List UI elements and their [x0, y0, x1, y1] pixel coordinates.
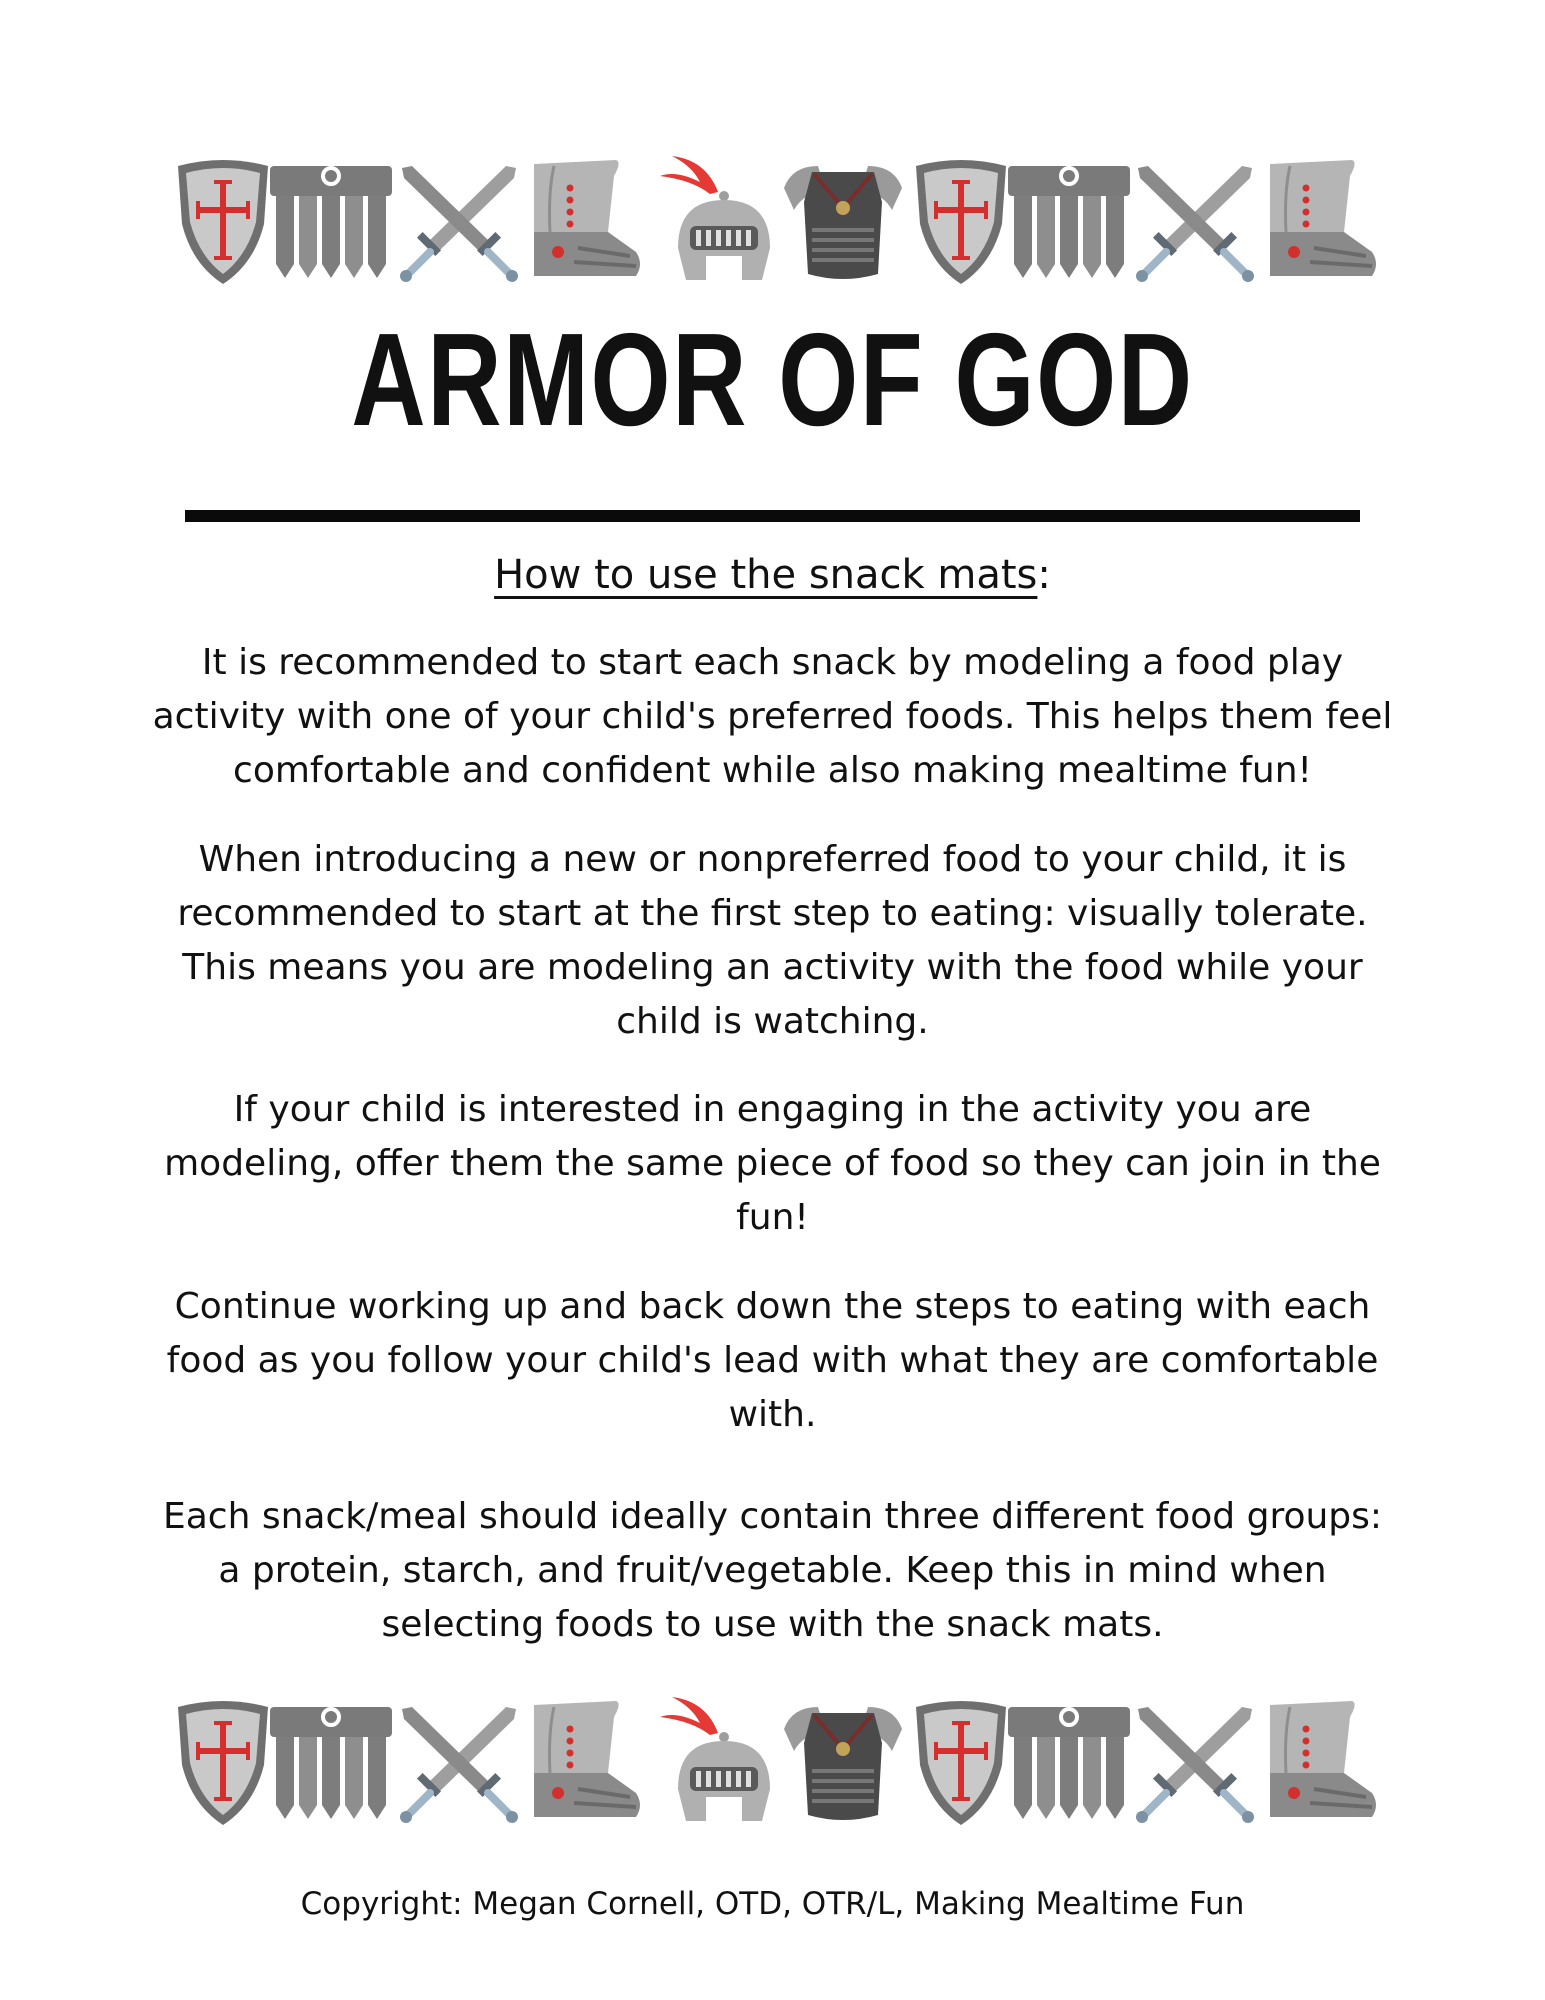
instruction-paragraph: If your child is interested in engaging in the activity you are modeling, offer them the same piece of food so they can join in the fun!	[164, 1089, 1381, 1238]
instruction-paragraph: When introducing a new or nonpreferred food to your child, it is recommended to start at the first step to eating: visually tolerate. This means you are modeling an activity with the food while your child is watching.	[177, 839, 1368, 1042]
crossed-swords-icon	[394, 152, 524, 287]
instruction-paragraph: Continue working up and back down the steps to eating with each food as you follow your child's lead with what they are comfortable with.	[166, 1286, 1379, 1435]
belt-icon	[266, 152, 396, 287]
section-heading-colon: :	[1037, 552, 1051, 598]
belt-icon	[1004, 1693, 1134, 1828]
belt-icon	[1004, 152, 1134, 287]
crossed-swords-icon	[394, 1693, 524, 1828]
belt-icon	[266, 1693, 396, 1828]
instruction-paragraph: Each snack/meal should ideally contain three different food groups: a protein, starch, and fruit/vegetable. Keep this in mind when selecting foods to use with the snack mats.	[162, 1496, 1383, 1645]
section-heading	[0, 547, 1545, 603]
boot-icon	[518, 152, 648, 287]
top-icon-border	[158, 152, 1388, 287]
boot-icon	[1254, 152, 1384, 287]
boot-icon	[518, 1693, 648, 1828]
title-divider	[185, 510, 1360, 522]
page-title: ARMOR OF GOD	[351, 306, 1194, 453]
boot-icon	[1254, 1693, 1384, 1828]
copyright-footer: Copyright: Megan Cornell, OTD, OTR/L, Making Mealtime Fun	[300, 1886, 1245, 1922]
breastplate-icon	[778, 1693, 908, 1828]
breastplate-icon	[778, 152, 908, 287]
crossed-swords-icon	[1130, 152, 1260, 287]
helmet-icon	[656, 1693, 786, 1828]
section-heading-text: How to use the snack mats	[494, 552, 1038, 598]
instruction-paragraph: It is recommended to start each snack by modeling a food play activity with one of your child's preferred foods. This helps them feel comfortable and confident while also making mealtime fun!	[152, 642, 1393, 791]
crossed-swords-icon	[1130, 1693, 1260, 1828]
helmet-icon	[656, 152, 786, 287]
bottom-icon-border	[158, 1693, 1388, 1828]
